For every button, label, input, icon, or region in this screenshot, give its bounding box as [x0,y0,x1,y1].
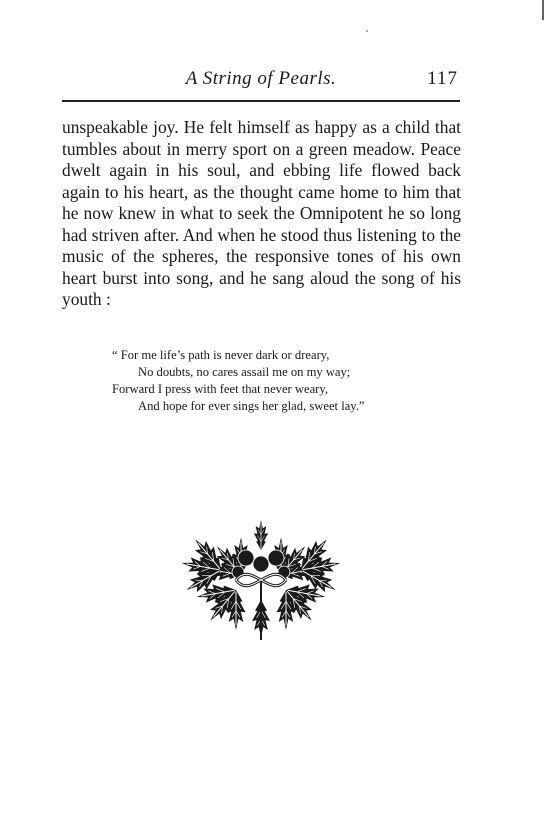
paper-speck [366,30,368,32]
page-edge-mark [542,0,544,20]
page-number: 117 [427,68,458,89]
verse-line-1: “ For me life’s path is never dark or dreary, [112,348,330,362]
verse-line-4: And hope for ever sings her glad, sweet lay.” [138,399,365,413]
verse-line-3: Forward I press with feet that never weary, [112,382,328,396]
verse-line-2: No doubts, no cares assail me on my way; [138,365,351,379]
header-rule [62,100,460,102]
verse-block [112,347,432,415]
running-head [62,68,460,92]
body-paragraph: unspeakable joy. He felt himself as happy as a child that tumbles about in merry sport on a green meadow. Peace dwelt again in his soul, and ebbing life flowed back again to his heart, as the thought came home to him that he now knew in what to seek the Omnipotent he so long had striven after. And when he stood thus listening to the music of the spheres, the responsive tones of his own heart burst into song, and he sang aloud the song of his youth : [62,117,461,309]
floral-leaf-ornament-icon [166,490,356,670]
running-title: A String of Pearls. [185,68,337,89]
